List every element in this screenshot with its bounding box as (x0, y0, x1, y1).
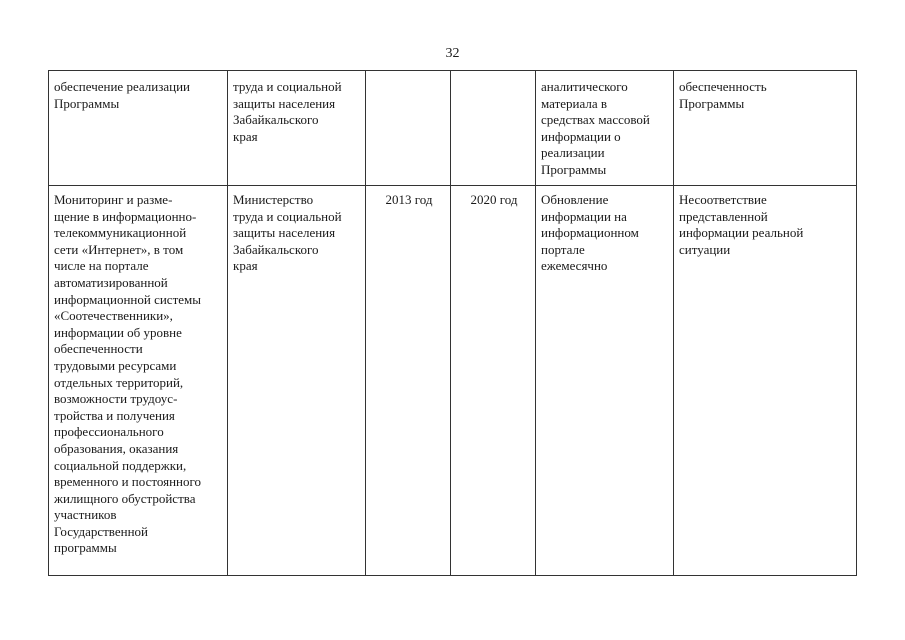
cell-text-line: края (233, 258, 258, 274)
cell-text-line: обеспеченности (54, 341, 143, 357)
cell-text-line: аналитического (541, 79, 628, 94)
cell-text-line: Государственной (54, 523, 149, 539)
table-row (49, 71, 857, 186)
cell-text-line: реализации (541, 145, 605, 161)
cell-text-line: Мониторинг и разме- (54, 192, 173, 207)
cell-text-line: обеспечение реализации (54, 79, 190, 94)
cell-text-line: защиты населения (233, 225, 336, 241)
cell-text-line: возможности трудоус- (54, 391, 178, 407)
cell-text-line: телекоммуникационной (54, 225, 187, 241)
cell-end-date (451, 71, 536, 186)
cell-text-line: щение в информационно- (54, 208, 197, 224)
cell-text-line: сети «Интернет», в том (54, 241, 184, 257)
cell-text-line: ситуации (679, 241, 731, 257)
cell-text-line: тройства и получения (54, 407, 175, 423)
cell-text-line: ежемесячно (541, 258, 608, 274)
cell-text-line: представленной (679, 208, 768, 224)
page-number: 32 (445, 46, 460, 61)
cell-text-line: 2020 год (470, 192, 518, 207)
cell-text-line: информации на (541, 208, 627, 224)
cell-text-line: Забайкальского (233, 241, 319, 257)
cell-text-line: обеспеченность (679, 79, 767, 94)
cell-text-line: автоматизированной (54, 274, 168, 290)
cell-text-line: материала в (541, 95, 608, 111)
cell-text-line: Обновление (541, 192, 609, 207)
cell-text-line: информационной системы (54, 291, 201, 307)
cell-text-line: программы (54, 540, 117, 556)
cell-text-line: социальной поддержки, (54, 457, 187, 473)
cell-text-line: края (233, 128, 258, 144)
cell-text-line: Несоответствие (679, 192, 767, 207)
cell-action (49, 186, 228, 576)
cell-text-line: Забайкальского (233, 112, 319, 128)
cell-risk (674, 186, 857, 576)
cell-text-line: информационном (541, 225, 639, 241)
cell-result (536, 71, 674, 186)
cell-text-line: 2013 год (385, 192, 433, 207)
cell-text-line: образования, оказания (54, 440, 179, 456)
cell-text-line: информации реальной (679, 225, 804, 241)
cell-text-line: защиты населения (233, 95, 336, 111)
cell-text-line: трудовыми ресурсами (54, 357, 177, 373)
cell-text-line: Министерство (233, 192, 314, 207)
cell-text-line: временного и постоянного (54, 474, 201, 490)
cell-responsible (228, 71, 366, 186)
cell-responsible (228, 186, 366, 576)
cell-text-line: труда и социальной (233, 208, 342, 224)
cell-text-line: отдельных территорий, (54, 374, 184, 390)
cell-result (536, 186, 674, 576)
cell-start-date (366, 71, 451, 186)
cell-risk (674, 71, 857, 186)
cell-text-line: числе на портале (54, 258, 149, 274)
cell-text-line: жилищного обустройства (54, 490, 196, 506)
table-row (49, 186, 857, 576)
document-table (48, 70, 857, 576)
cell-text-line: Программы (541, 161, 607, 177)
cell-start-date (366, 186, 451, 576)
cell-text-line: участников (54, 507, 117, 523)
cell-text-line: информации об уровне (54, 324, 182, 340)
cell-text-line: Программы (54, 95, 120, 111)
cell-text-line: труда и социальной (233, 79, 342, 94)
cell-text-line: портале (541, 241, 585, 257)
cell-action (49, 71, 228, 186)
cell-text-line: информации о (541, 128, 621, 144)
cell-text-line: профессионального (54, 424, 164, 440)
cell-text-line: средствах массовой (541, 112, 650, 128)
cell-text-line: Программы (679, 95, 745, 111)
cell-text-line: «Соотечественники», (54, 308, 173, 324)
cell-end-date (451, 186, 536, 576)
